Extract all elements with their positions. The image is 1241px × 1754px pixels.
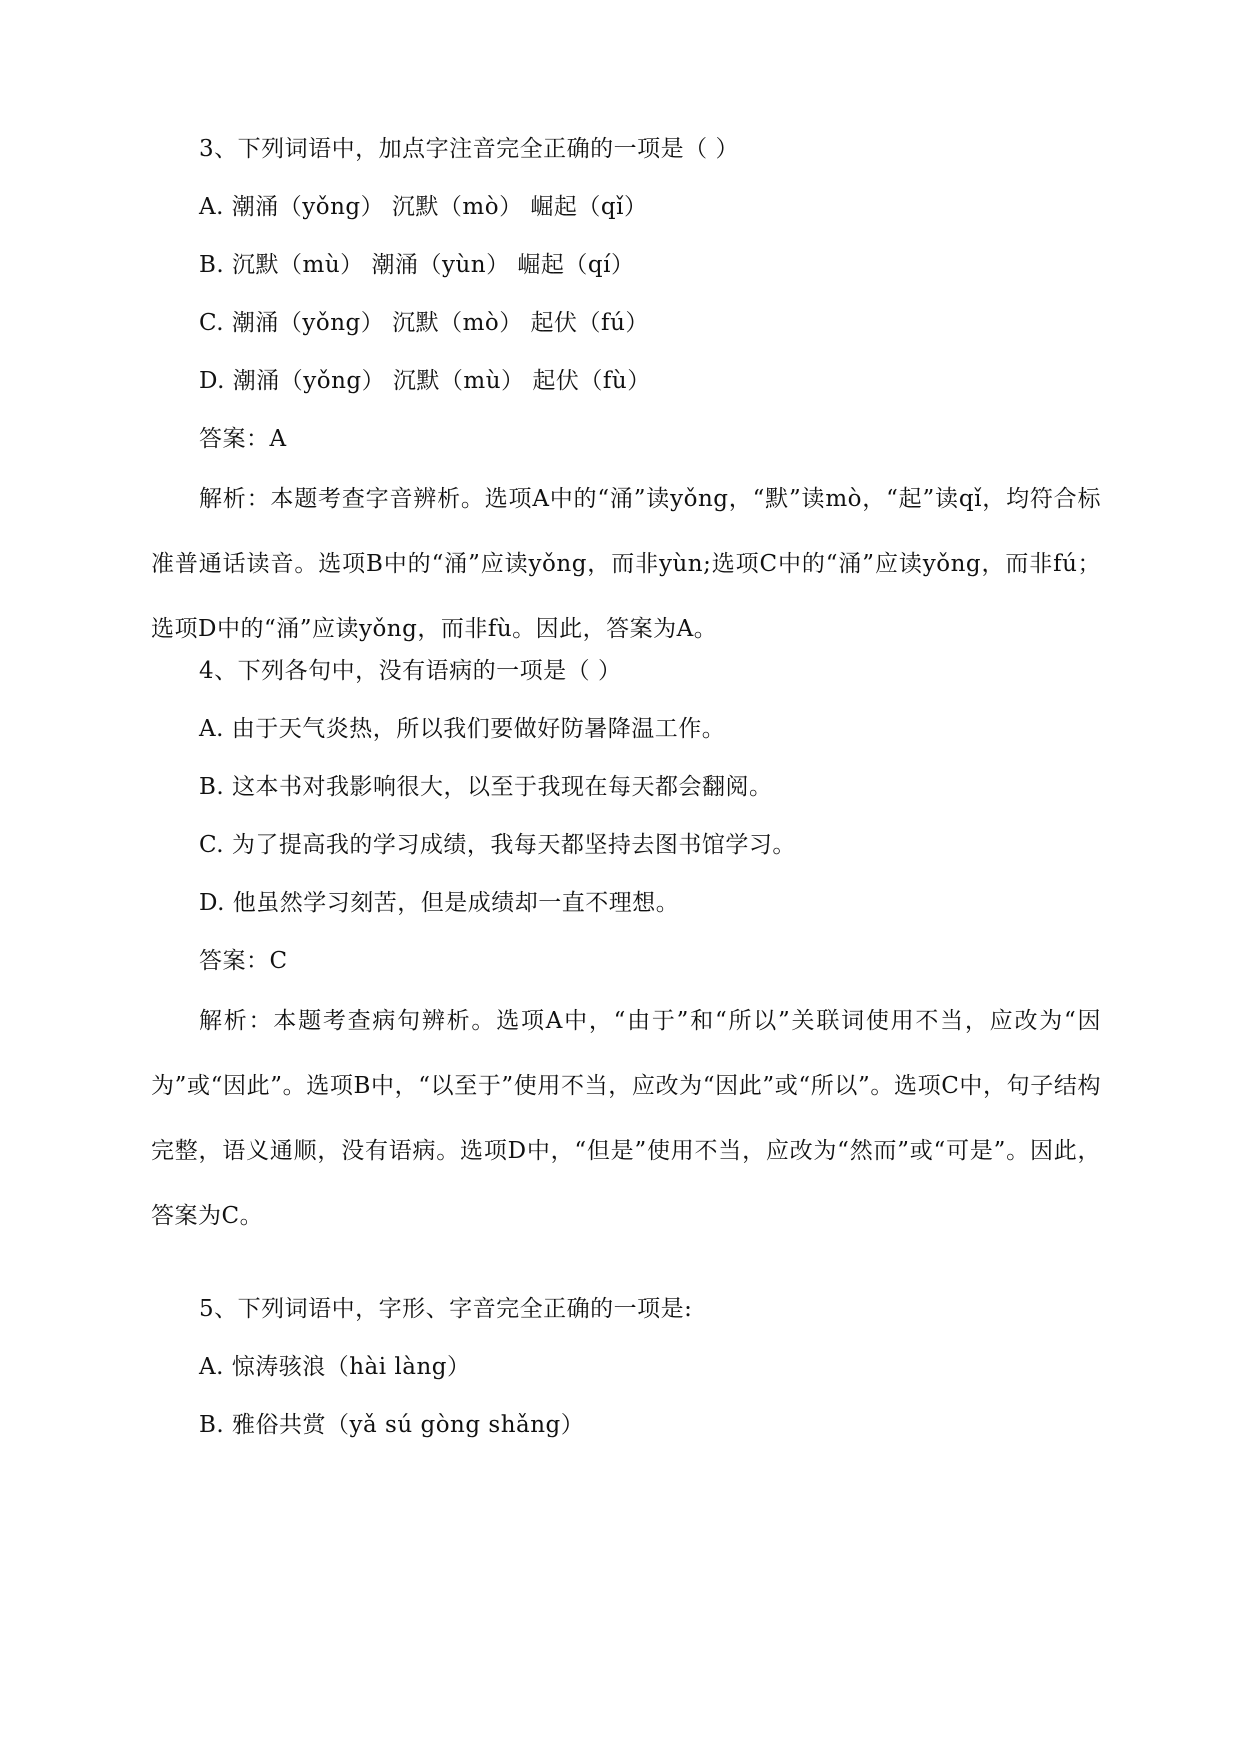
question-4-stem: 4、下列各句中，没有语病的一项是（ ） [199,658,622,684]
question-3-option-a: A. 潮涌（yǒng） 沉默（mò） 崛起（qǐ） [199,194,648,220]
question-5-option-b: B. 雅俗共赏（yǎ sú gòng shǎng） [199,1412,585,1438]
question-3-option-d: D. 潮涌（yǒng） 沉默（mù） 起伏（fù） [199,368,651,394]
question-4-option-b: B. 这本书对我影响很大，以至于我现在每天都会翻阅。 [199,774,773,800]
question-5-stem: 5、下列词语中，字形、字音完全正确的一项是: [199,1296,693,1322]
question-4-option-a: A. 由于天气炎热，所以我们要做好防暑降温工作。 [199,716,726,742]
question-4-option-c: C. 为了提高我的学习成绩，我每天都坚持去图书馆学习。 [199,832,796,858]
question-3-option-c: C. 潮涌（yǒng） 沉默（mò） 起伏（fú） [199,310,649,336]
question-3-stem: 3、下列词语中，加点字注音完全正确的一项是（ ） [199,136,739,162]
question-4-answer: 答案：C [199,948,288,974]
question-3-analysis: 解析：本题考查字音辨析。选项A中的“涌”读yǒng，“默”读mò，“起”读qǐ，均符合标准普通话读音。选项B中的“涌”应读yǒng，而非yùn;选项C中的“涌”应读yǒng，而非fú；选项D中的“涌”应读yǒng，而非fù。因此，答案为A。 [151,486,1101,642]
question-4-analysis: 解析：本题考查病句辨析。选项A中，“由于”和“所以”关联词使用不当，应改为“因为”或“因此”。选项B中，“以至于”使用不当，应改为“因此”或“所以”。选项C中，句子结构完整，语义通顺，没有语病。选项D中，“但是”使用不当，应改为“然而”或“可是”。因此，答案为C。 [151,1008,1101,1229]
question-5-option-a: A. 惊涛骇浪（hài làng） [199,1354,471,1380]
question-3-answer: 答案：A [199,426,287,452]
question-3-option-b: B. 沉默（mù） 潮涌（yùn） 崛起（qí） [199,252,635,278]
question-4-option-d: D. 他虽然学习刻苦，但是成绩却一直不理想。 [199,890,680,916]
